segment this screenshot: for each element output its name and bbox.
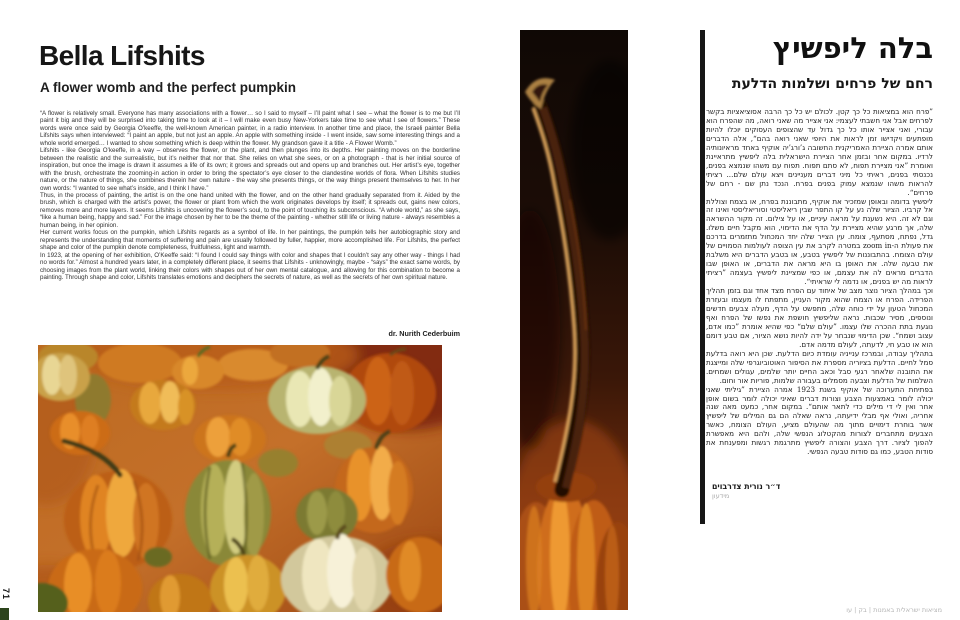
- author-signature-he: ד״ר נורית צדרבוים: [712, 482, 781, 491]
- author-signature-en: dr. Nurith Cederbuim: [388, 329, 460, 338]
- page-subtitle-he: רחם של פרחים ושלמות הדלעת: [731, 76, 933, 92]
- author-note-he: מידעון: [712, 492, 730, 500]
- vertical-rule: [700, 30, 705, 524]
- gourd-stem-painting: [520, 30, 628, 610]
- essay-text-en: “A flower is relatively small. Everyone has many associations with a flower… so I said to myself – I’ll paint what I see – what the flower is to me but I’ll paint it big and they will be surprised into taking time to look at it – I will make even busy New-Yorkers take time to see what I see of flowers.” These words were once said by Georgia O’keeffe, the well-known American painter, in a radio interview. In another time and place, the Israeli painter Bella Lifshits says when interviewed: “I paint an apple, but not just an apple. An apple with something inside - I went inside, saw some interesting things and a whole world emerged… I wanted to show something which is deep within the flower. My grandson gave it a title - A Flower Womb.” Lifshits - like Georgia O’keeffe, in a way – observes the flower, or the plant, and then plunges into its depths. Her painting moves on the borderline between the realistic and the surrealistic, but it’s neither that nor that. She relies on what she sees, or on a photograph - that is her initial source of inspiration, but once the image is drawn it assumes a life of its own; it grows and spreads out and opens up and branches out. Her artist’s eye, together with the brush, orchestrate the zooming-in action in order to bring the spectator’s eye closer to the clandestine worlds of flora. When Lifshits studies nature, or the nature of things, she combines therein her own nature - the way she presents things, or the way things present themselves to her. In her own words: “I wanted to see what’s inside, and I think I have.” Thus, in the process of painting, the artist is on the one hand united with the flower, and on the other hand gradually separated from it. Aided by the brush, which is charged with the artist’s power, the flower or plant from which the work originates develops by itself; it spreads out, gains new colors, removes more and more layers. It seems Lifshits is uncovering the flower’s soul, to the point of touching its subconscious. “A whole world,” as she says, “like a human being, happy and sad.” For the image chosen by her to be the theme of the painting - whether still life or living nature - always resembles a human being, in her opinion. Her current works focus on the pumpkin, which Lifshits regards as a symbol of life. In her paintings, the pumpkin tells her autobiographic story and represents the understanding that moments of suffering and pain are usually followed by fuller, happier, more accomplished life. For Lifshits, the perfect shape and color of the pumpkin denote completeness, fruitfulness, light and warmth. In 1923, at the opening of her exhibition, O’Keeffe said: “I found I could say things with color and shapes that I couldn’t say any other way - things I had no words for.” Almost a hundred years later, in a completely different place, it seems that Lifshits - unknowingly, maybe - “says” the exact same words, by choosing images from the plant world, linking their colors with shapes out of her own mental catalogue, and allowing for this combination to become a painting. Through shape and color, Lifshits translates emotions and deciphers the secrets of nature, as well as the secrets of her own spiritual nature.: [40, 110, 460, 281]
- page-title-en: Bella Lifshits: [39, 40, 205, 71]
- pumpkins-painting: [38, 345, 442, 612]
- page-subtitle-en: A flower womb and the perfect pumpkin: [40, 80, 297, 95]
- essay-text-he: ”פרח הוא במציאות כל כך קטן. לכולם יש כל כך הרבה אסוציאציות בקשר לפרחים אבל אני חשבתי לעצמי: אני אצייר מה שאני רואה, מה שהפרח הוא עבורי, ואני אצייר אותו כל כך גדול עד שהצופים העסוקים יוכלו להיות מופתעים ויקדישו זמן לראות את היופי שאני רואה בהם“, אלה הדברים אותם אמרה הציירת האמריקנית החשובה ג’ורג’יה אוקיף באחד מראיונותיה לרדיו. במקום אחר ובזמן אחר הציירת הישראלית בלה ליפשיץ מתראיינת ואומרת ”אני מציירת תפוח, לא סתם תפוח. תפוח עם משהו שנמצא בפנים, נכנסתי בפנים, ראיתי כל מיני דברים מעניינים ויצא עולם שלם... רציתי להראות משהו שנמצא עמוק בפנים בפרח. הנכד נתן שם - רחם של פרחים“. ליפשיץ בדומה ובאופן שמזכיר את אוקיף, מתבוננת בפרח, או בצמח וצוללת אל קרביו. הציור שלה נע על קו התפר שבין ריאליסטי וסוריאליסטי ואינו זה וגם לא זה. היא נשענת על מראה עיניים, או על צילום. זה מקור ההשראה שלה, אך מרגע שהיא מציירת על הדף את הדימוי, הוא מקבל חיים משלו. גדל, נפתח, מסתעף, צומח. עין הצייר שלה יחד המכחול מתזמרים בדרכם את פעולת ה-zoom in במטרה לקרב את עין הצופה לעולמות הסמויים של עולם הצומח. בהתבוננות של ליפשיץ בטבע, או בטבע הדברים היא משלבת את טבעה שלה. את האופן בו היא מראה את הדברים, או האופן שבו הדברים מראים לה את עצמם, או כפי שמציינת ליפשיץ בעצמה ”רציתי לראות מה יש בפנים, או נדמה לי שראיתי“. וכך במהלך הציור נוצר מצב של איחוד עם הפרח מצד אחד וגם בזמן תהליך הפרידה. הפרח או הצמח שהוא מקור העניין, מתפתח לו מעצמו ובעזרת המכחול הטעון על ידי כוחה שלה, מתפשט על הדף, מעלה צבעים חדשים ונוספים, מסיר שכבות. נראה שליפשיץ חושפת את נפשו של הפרח ואף נוגעת בתת ההכרה שלו עצמו. ”עולם שלם“ כפי שהיא אומרת ”כמו אדם, עצוב ושמח“. שכן הדימוי שנבחר על ידה להיות נושא הציור, אם טבע דומם הוא או טבע חי, לדעתה, לעולם מדמה אדם. בתהליך עבודה, ובמרכז ענייניה עומדת כיום הדלעת. שכן היא רואה בדלעת סמל לחיים. הדלעת בציוריה מספרת את הסיפור האוטוביוגרפי שלה ומייצגת את התובנה שלאחר רגעי סבל וכאב החיים יותר שלמים, עגולים ושמחים. השלמות של הדלעת וצבעה מסמלים בעבורה שלמות, פוריות אור וחום. בפתיחת התערוכה של אוקיף בשנת 1923 אמרה הציירת ”גיליתי שאני יכולה לומר באמצעות הצבע וצורות דברים שאיני יכולה לומר בשום אופן אחר ואין לי די מילים כדי לתאר אותם“. במקום אחר, כמעט מאה שנה אחריה, ואולי אף מבלי ידיעתה, נראה שאלה הם גם המילים של ליפשיץ אשר בוחרת דימויים מתוך מה שהעולם מציע, העולם הצומח, כאשר הצבעים מתחברים לצורות מהקטלוג הנפשי שלה, ולהם היא מאפשרת להפוך לציור. דרך הצבע והצורה ליפשיץ מתרגמת רגשות ומפענחת את סודות הטבע, כמו גם סודות טבעה הנפשי.: [706, 108, 933, 457]
- page-edge-square: [0, 608, 9, 620]
- catalog-footer: מציאות ישראלית באמנות | בק | עו: [846, 606, 942, 614]
- author-signature-block-he: [712, 482, 780, 500]
- page-title-he: בלה ליפשיץ: [772, 31, 933, 65]
- page-edge-number: 71: [1, 588, 11, 601]
